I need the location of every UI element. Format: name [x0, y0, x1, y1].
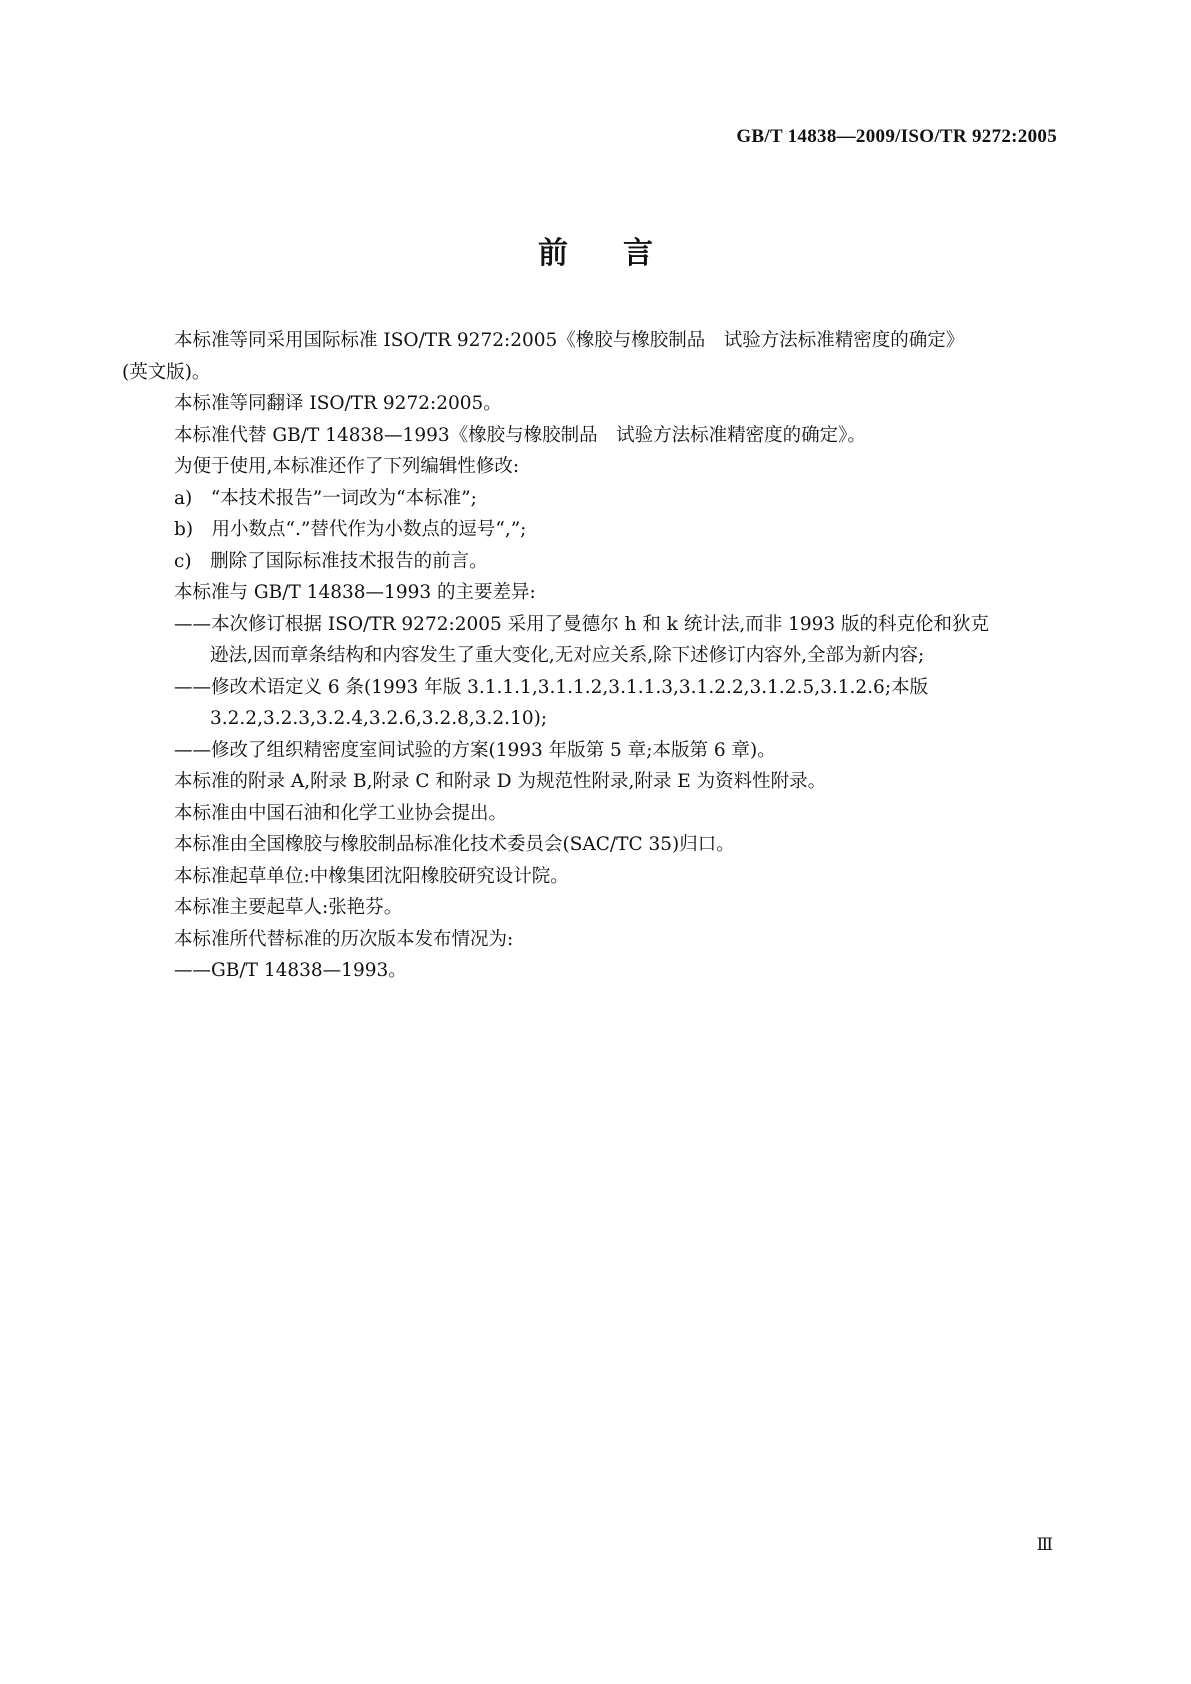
paragraph-translation: 本标准等同翻译 ISO/TR 9272:2005。 [174, 393, 502, 414]
paragraph-adoption-line2: (英文版)。 [122, 361, 211, 383]
paragraph-proposed-by: 本标准由中国石油和化学工业协会提出。 [174, 802, 508, 824]
paragraph-adoption-line1: 本标准等同采用国际标准 ISO/TR 9272:2005《橡胶与橡胶制品 试验方法标准精密度的确定》 [174, 330, 965, 351]
paragraph-drafting-unit: 本标准起草单位:中橡集团沈阳橡胶研究设计院。 [174, 865, 569, 887]
standard-code-header: GB/T 14838—2009/ISO/TR 9272:2005 [736, 126, 1057, 147]
list-item-edit-a: a) “本技术报告”一词改为“本标准”; [174, 487, 477, 509]
page-number: Ⅲ [1036, 1535, 1053, 1554]
list-item-diff3: ——修改了组织精密度室间试验的方案(1993 年版第 5 章;本版第 6 章)。 [174, 739, 776, 761]
foreword-body [122, 325, 1067, 987]
list-item-diff1-line2: 逊法,因而章条结构和内容发生了重大变化,无对应关系,除下述修订内容外,全部为新内容; [210, 645, 925, 666]
list-item-history1: ——GB/T 14838—1993。 [174, 960, 407, 981]
paragraph-replaces: 本标准代替 GB/T 14838—1993《橡胶与橡胶制品 试验方法标准精密度的确定》。 [174, 424, 866, 446]
paragraph-main-drafter: 本标准主要起草人:张艳芬。 [174, 897, 403, 918]
list-item-diff2-line1: ——修改术语定义 6 条(1993 年版 3.1.1.1,3.1.1.2,3.1.1.3,3.1.2.2,3.1.2.5,3.1.2.6;本版 [174, 676, 929, 698]
paragraph-differences-intro: 本标准与 GB/T 14838—1993 的主要差异: [174, 582, 536, 603]
paragraph-annexes: 本标准的附录 A,附录 B,附录 C 和附录 D 为规范性附录,附录 E 为资料性附录。 [174, 771, 827, 792]
list-item-edit-b: b) 用小数点“.”替代作为小数点的逗号“,”; [174, 519, 527, 540]
list-item-diff2-line2: 3.2.2,3.2.3,3.2.4,3.2.6,3.2.8,3.2.10); [210, 708, 548, 729]
list-item-edit-c: c) 删除了国际标准技术报告的前言。 [174, 550, 488, 572]
paragraph-under-jurisdiction: 本标准由全国橡胶与橡胶制品标准化技术委员会(SAC/TC 35)归口。 [174, 834, 735, 855]
paragraph-history-intro: 本标准所代替标准的历次版本发布情况为: [174, 928, 514, 950]
paragraph-editorial-intro: 为便于使用,本标准还作了下列编辑性修改: [174, 456, 520, 477]
list-item-diff1-line1: ——本次修订根据 ISO/TR 9272:2005 采用了曼德尔 h 和 k 统计法,而非 1993 版的科克伦和狄克 [174, 613, 990, 635]
page-title: 前言 [538, 236, 708, 271]
